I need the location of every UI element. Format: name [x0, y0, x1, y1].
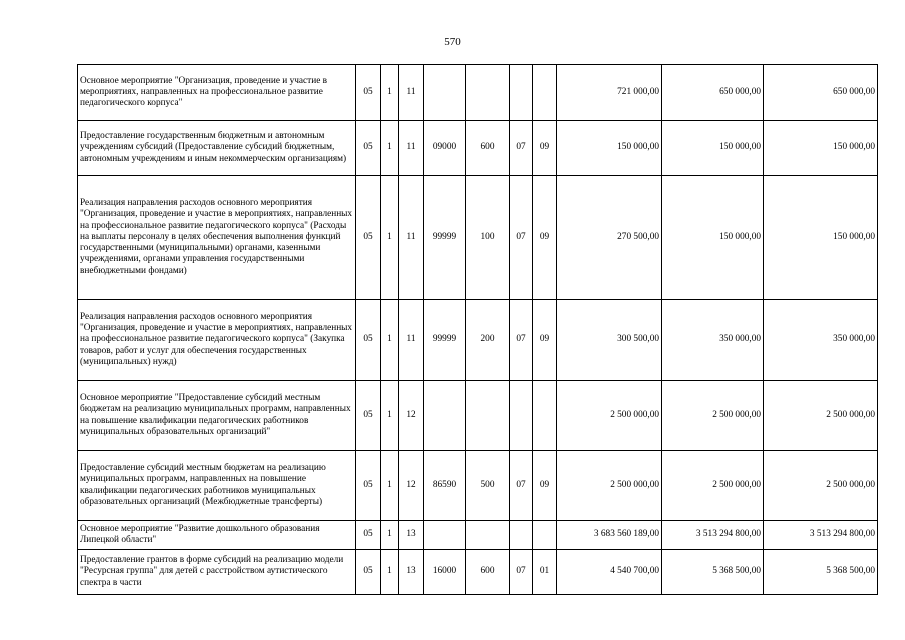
amount-1: 2 500 000,00	[557, 381, 662, 451]
code-e: 600	[466, 121, 510, 176]
amount-3: 2 500 000,00	[764, 381, 878, 451]
amount-2: 2 500 000,00	[662, 451, 764, 521]
code-f	[510, 65, 533, 121]
code-d	[424, 65, 466, 121]
table-row	[78, 300, 878, 381]
amount-1: 3 683 560 189,00	[557, 521, 662, 550]
amount-3: 150 000,00	[764, 121, 878, 176]
amount-2: 150 000,00	[662, 121, 764, 176]
amount-2: 150 000,00	[662, 176, 764, 300]
code-e	[466, 381, 510, 451]
amount-1: 270 500,00	[557, 176, 662, 300]
table-row	[78, 176, 878, 300]
code-d: 09000	[424, 121, 466, 176]
amount-3: 150 000,00	[764, 176, 878, 300]
code-d	[424, 521, 466, 550]
amount-1: 4 540 700,00	[557, 550, 662, 595]
code-g: 01	[533, 550, 557, 595]
code-f: 07	[510, 176, 533, 300]
code-d: 99999	[424, 300, 466, 381]
table-row	[78, 451, 878, 521]
table-row	[78, 65, 878, 121]
code-b: 1	[381, 451, 399, 521]
row-name: Основное мероприятие "Развитие дошкольного образования Липецкой области"	[78, 521, 356, 550]
code-f: 07	[510, 300, 533, 381]
table-row	[78, 381, 878, 451]
code-b: 1	[381, 381, 399, 451]
code-f	[510, 381, 533, 451]
code-g: 09	[533, 121, 557, 176]
code-c: 11	[399, 121, 424, 176]
amount-2: 350 000,00	[662, 300, 764, 381]
row-name: Основное мероприятие "Предоставление субсидий местным бюджетам на реализацию муниципальных программ, направленных на повышение квалификации педагогических работников муниципальных образовательных организаций"	[78, 381, 356, 451]
amount-1: 721 000,00	[557, 65, 662, 121]
code-a: 05	[356, 521, 381, 550]
amount-2: 650 000,00	[662, 65, 764, 121]
code-a: 05	[356, 381, 381, 451]
code-a: 05	[356, 550, 381, 595]
code-d: 16000	[424, 550, 466, 595]
code-e	[466, 521, 510, 550]
code-e: 200	[466, 300, 510, 381]
code-c: 13	[399, 550, 424, 595]
code-f	[510, 521, 533, 550]
code-b: 1	[381, 176, 399, 300]
code-e: 600	[466, 550, 510, 595]
amount-3: 3 513 294 800,00	[764, 521, 878, 550]
row-name: Реализация направления расходов основного мероприятия "Организация, проведение и участие в мероприятиях, направленных на профессиональное развитие педагогического корпуса" (Расходы на выплаты персоналу в целях обеспечения выполнения функций государственными (муниципальными) органами, казенными учреждениями, органами управления государственными внебюджетными фондами)	[78, 176, 356, 300]
amount-1: 2 500 000,00	[557, 451, 662, 521]
code-a: 05	[356, 121, 381, 176]
code-e: 100	[466, 176, 510, 300]
code-g	[533, 381, 557, 451]
code-d: 86590	[424, 451, 466, 521]
table-row	[78, 550, 878, 595]
amount-2: 5 368 500,00	[662, 550, 764, 595]
code-b: 1	[381, 550, 399, 595]
row-name: Реализация направления расходов основного мероприятия "Организация, проведение и участие в мероприятиях, направленных на профессиональное развитие педагогического корпуса" (Закупка товаров, работ и услуг для обеспечения государственных (муниципальных) нужд)	[78, 300, 356, 381]
code-g	[533, 65, 557, 121]
code-c: 12	[399, 451, 424, 521]
amount-1: 300 500,00	[557, 300, 662, 381]
code-c: 11	[399, 300, 424, 381]
code-a: 05	[356, 300, 381, 381]
code-g	[533, 521, 557, 550]
page-number: 570	[444, 36, 461, 48]
code-c: 12	[399, 381, 424, 451]
code-b: 1	[381, 521, 399, 550]
code-c: 13	[399, 521, 424, 550]
amount-1: 150 000,00	[557, 121, 662, 176]
code-f: 07	[510, 451, 533, 521]
table-row	[78, 521, 878, 550]
code-b: 1	[381, 121, 399, 176]
code-g: 09	[533, 300, 557, 381]
code-e: 500	[466, 451, 510, 521]
code-g: 09	[533, 451, 557, 521]
row-name: Предоставление субсидий местным бюджетам на реализацию муниципальных программ, направленных на повышение квалификации педагогических работников муниципальных образовательных организаций (Межбюджетные трансферты)	[78, 451, 356, 521]
code-a: 05	[356, 65, 381, 121]
code-e	[466, 65, 510, 121]
amount-3: 350 000,00	[764, 300, 878, 381]
amount-3: 2 500 000,00	[764, 451, 878, 521]
table-row	[78, 121, 878, 176]
budget-table	[77, 64, 878, 595]
amount-3: 650 000,00	[764, 65, 878, 121]
code-f: 07	[510, 121, 533, 176]
row-name: Предоставление государственным бюджетным и автономным учреждениям субсидий (Предоставление субсидий бюджетным, автономным учреждениям и иным некоммерческим организациям)	[78, 121, 356, 176]
amount-2: 3 513 294 800,00	[662, 521, 764, 550]
code-a: 05	[356, 451, 381, 521]
code-a: 05	[356, 176, 381, 300]
code-c: 11	[399, 65, 424, 121]
code-c: 11	[399, 176, 424, 300]
code-b: 1	[381, 300, 399, 381]
code-d: 99999	[424, 176, 466, 300]
code-f: 07	[510, 550, 533, 595]
row-name: Основное мероприятие "Организация, проведение и участие в мероприятиях, направленных на профессиональное развитие педагогического корпуса"	[78, 65, 356, 121]
amount-3: 5 368 500,00	[764, 550, 878, 595]
code-g: 09	[533, 176, 557, 300]
amount-2: 2 500 000,00	[662, 381, 764, 451]
code-b: 1	[381, 65, 399, 121]
code-d	[424, 381, 466, 451]
row-name: Предоставление грантов в форме субсидий на реализацию модели "Ресурсная группа" для детей с расстройством аутистического спектра в части	[78, 550, 356, 595]
